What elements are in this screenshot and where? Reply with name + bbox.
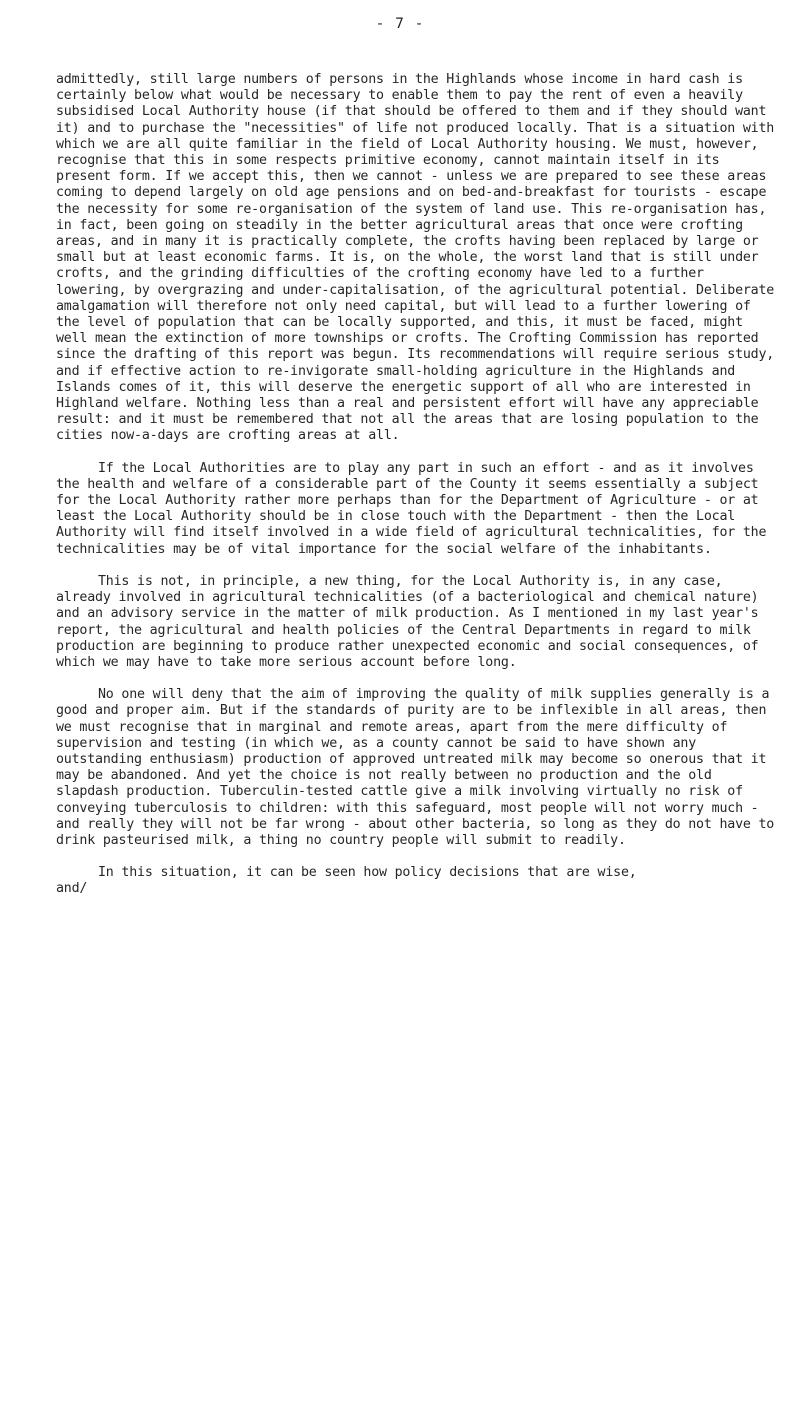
paragraph-2: If the Local Authorities are to play any part in such an effort - and as it involves the health and welfare of a considerable part of the County it seems essentially a subject for the Local Authority rather more perhaps than for the Department of Agriculture - or at least the Local Authority should be in close touch with the Department - then the Local Authority will find itself involved in a wide field of agricultural technicalities, for the technicalities may be of vital importance for the social welfare of the inhabitants.	[56, 460, 767, 557]
page-number: - 7 -	[375, 16, 425, 32]
paragraph-5: In this situation, it can be seen how policy decisions that are wise,	[98, 865, 637, 881]
catchword: and/	[56, 881, 88, 897]
paragraph-3: This is not, in principle, a new thing, for the Local Authority is, in any case, already involved in agricultural technicalities (of a bacteriological and chemical nature) and an advisory service in the matter of milk production. As I mentioned in my last year's report, the agricultural and health policies of the Central Departments in regard to milk production are beginning to produce rather unexpected economic and social consequences, of which we may have to take more serious account before long.	[56, 573, 759, 670]
document-body	[56, 72, 776, 898]
paragraph-1: admittedly, still large numbers of persons in the Highlands whose income in hard cash is certainly below what would be necessary to enable them to pay the rent of even a heavily subsidised Local Authority house (if that should be offered to them and if they should want it) and to purchase the "necessities" of life not produced locally. That is a situation with which we are all quite familiar in the field of Local Authority housing. We must, however, recognise that this in some respects primitive economy, cannot maintain itself in its present form. If we accept this, then we cannot - unless we are prepared to see these areas coming to depend largely on old age pensions and on bed-and-breakfast for tourists - escape the necessity for some re-organisation of the system of land use. This re-organisation has, in fact, been going on steadily in the better agricultural areas that once were crofting areas, and in many it is practically complete, the crofts having been replaced by large or small but at least economic farms. It is, on the whole, the worst land that is still under crofts, and the grinding difficulties of the crofting economy have led to a further lowering, by overgrazing and under-capitalisation, of the agricultural potential. Deliberate amalgamation will therefore not only need capital, but will lead to a further lowering of the level of population that can be locally supported, and this, it must be faced, might well mean the extinction of more townships or crofts. The Crofting Commission has reported since the drafting of this report was begun. Its recommendations will require serious study, and if effective action to re-invigorate small-holding agriculture in the Highlands and Islands comes of it, this will deserve the energetic support of all who are interested in Highland welfare. Nothing less than a real and persistent effort will have any appreciable result: and it must be remembered that not all the areas that are losing population to the cities now-a-days are crofting areas at all.	[56, 72, 775, 444]
paragraph-4: No one will deny that the aim of improving the quality of milk supplies generally is a good and proper aim. But if the standards of purity are to be inflexible in all areas, then we must recognise that in marginal and remote areas, apart from the mere difficulty of supervision and testing (in which we, as a county cannot be said to have shown any outstanding enthusiasm) production of approved untreated milk may become so onerous that it may be abandoned. And yet the choice is not really between no production and the old slapdash production. Tuberculin-tested cattle give a milk involving virtually no risk of conveying tuberculosis to children: with this safeguard, most people will not worry much - and really they will not be far wrong - about other bacteria, so long as they do not have to drink pasteurised milk, a thing no country people will submit to readily.	[56, 687, 775, 848]
